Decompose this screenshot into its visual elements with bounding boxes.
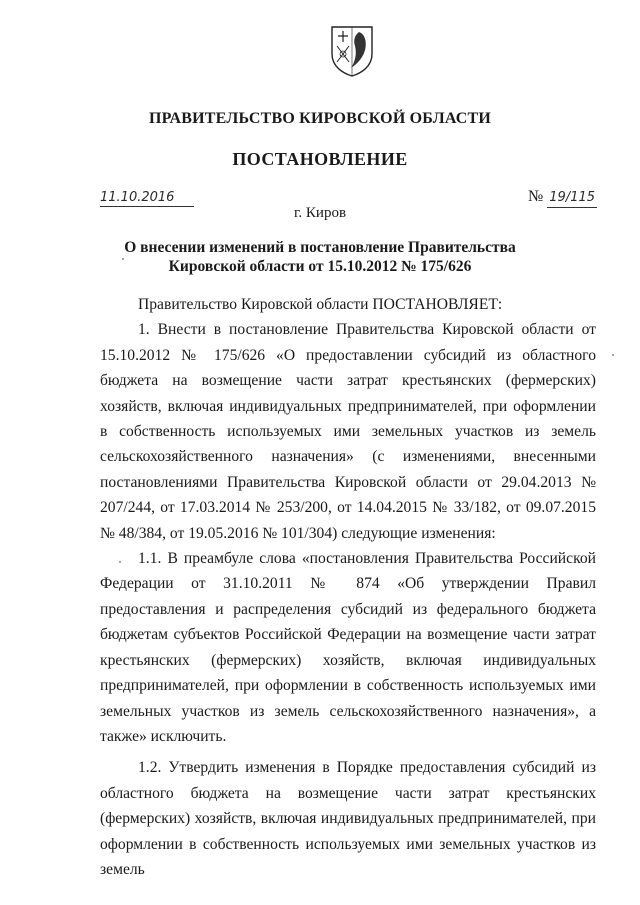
kirov-oblast-coat-of-arms-icon <box>329 24 375 78</box>
document-type: ПОСТАНОВЛЕНИЕ <box>232 149 408 169</box>
subject-line-1: О внесении изменений в постановление Правительства <box>124 239 516 256</box>
number-prefix: № <box>528 188 544 205</box>
document-subject <box>0 238 640 276</box>
scan-speck <box>122 258 124 260</box>
city: г. Киров <box>293 205 347 221</box>
scan-speck <box>119 561 121 563</box>
document-date: 11.10.2016 <box>100 190 194 207</box>
paragraph-1: 1. Внести в постановление Правительства Кировской области от 15.10.2012 № 175/626 «О предоставлении субсидий из областного бюджета на возмещение части затрат крестьянских (фермерских) хозяйств, включая индивидуальных предпринимателей, при оформлении в собственность используемых ими земельных участков из земель сельскохозяйственного назначения» (с изменениями, внесенными постановлениями Правительства Кировской области от 29.04.2013 № 207/244, от 17.03.2014 № 253/200, от 14.04.2015 № 33/182, от 09.07.2015 № 48/384, от 19.05.2016 № 101/304) следующие изменения: <box>100 321 596 542</box>
government-title: ПРАВИТЕЛЬСТВО КИРОВСКОЙ ОБЛАСТИ <box>148 110 492 127</box>
number-value: 19/115 <box>547 189 597 208</box>
paragraph-1-2: 1.2. Утвердить изменения в Порядке предоставления субсидий из областного бюджета на возмещение части затрат крестьянских (фермерских) хозяйств, включая индивидуальных предпринимателей, при оформлении в собственность используемых ими земельных участков из земель <box>100 759 596 878</box>
subject-line-2: Кировской области от 15.10.2012 № 175/626 <box>168 258 472 275</box>
scan-speck <box>612 354 614 356</box>
document-body <box>100 292 596 882</box>
preamble: Правительство Кировской области ПОСТАНОВЛЯЕТ: <box>138 296 503 313</box>
paragraph-1-1: 1.1. В преамбуле слова «постановления Правительства Российской Федерации от 31.10.2011 № 874 «Об утверждении Правил предоставления и распределения субсидий из федерального бюджета бюджетам субъектов Российской Федерации на возмещение части затрат крестьянских (фермерских) хозяйств, включая индивидуальных предпринимателей, при оформлении в собственность используемых ими земельных участков из земель сельскохозяйственного назначения», а также» исключить. <box>100 550 596 745</box>
